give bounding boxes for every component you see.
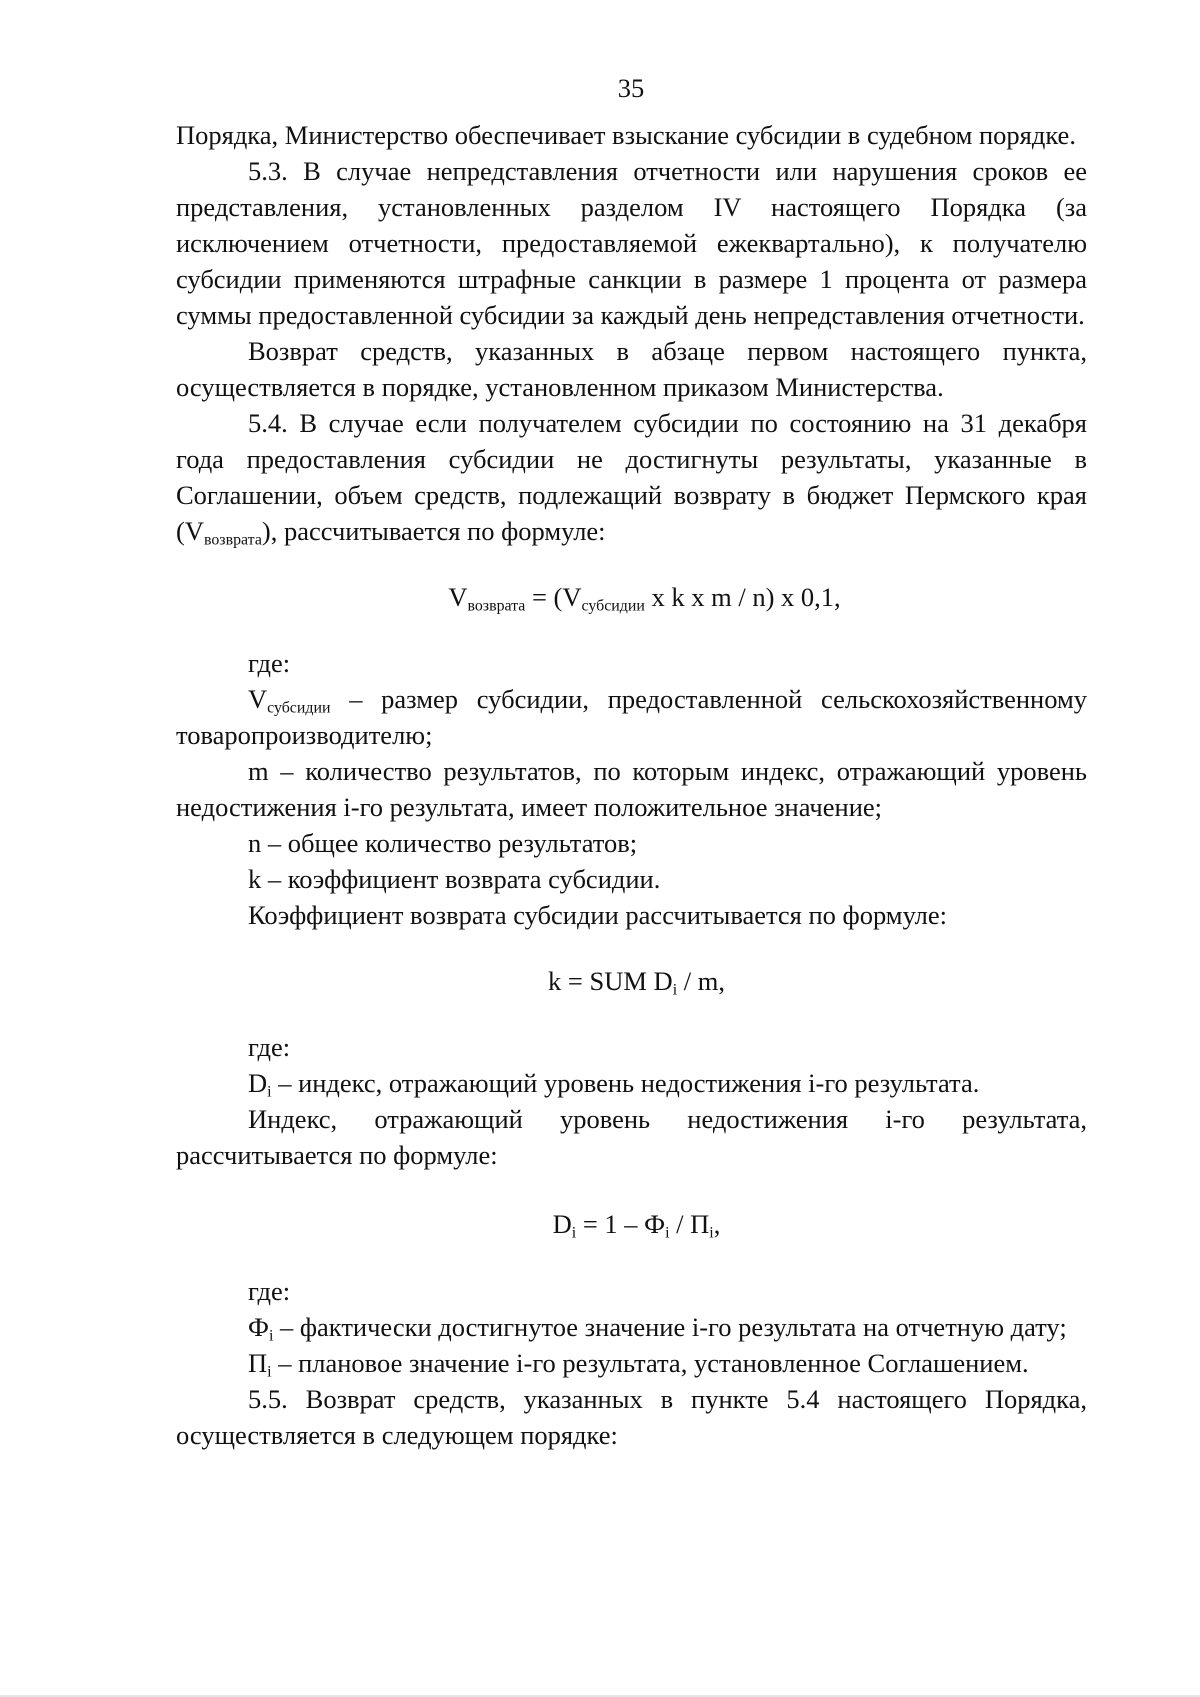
definition-di-sub: i bbox=[267, 1083, 272, 1101]
paragraph-5-3: 5.3. В случае непредставления отчетности или нарушения сроков ее представления, установленных разделом IV настоящего Порядка (за исключением отчетности, предоставляемой ежеквартально), к получателю субсидии применяются штрафные санкции в размере 1 процента от размера суммы предоставленной субсидии за каждый день непредставления отчетности. bbox=[176, 156, 1087, 330]
formula-di-f-sub: i bbox=[665, 1224, 670, 1242]
definition-di-text: – индекс, отражающий уровень недостижения i-го результата. bbox=[271, 1068, 980, 1098]
where-label-1: где: bbox=[248, 648, 291, 678]
definition-v-text: – размер субсидии, предоставленной сельскохозяйственному товаропроизводителю; bbox=[176, 684, 1087, 750]
formula-k-end: / m, bbox=[677, 966, 725, 996]
formula-vs-sub: субсидии bbox=[581, 597, 645, 615]
paragraph-5-5: 5.5. Возврат средств, указанных в пункте 5.4 настоящего Порядка, осуществляется в следующем порядке: bbox=[176, 1384, 1087, 1450]
formula-di-slash: / П bbox=[669, 1209, 710, 1239]
formula-v-symbol: V bbox=[448, 582, 468, 612]
formula-di-d-sub: i bbox=[571, 1224, 577, 1242]
definition-p-text: – плановое значение i-го результата, установленное Соглашением. bbox=[271, 1348, 1029, 1378]
formula-v-sub: возврата bbox=[467, 597, 526, 615]
paragraph-return-funds: Возврат средств, указанных в абзаце первом настоящего пункта, осуществляется в порядке, установленном приказом Министерства. bbox=[176, 336, 1087, 402]
formula-k-sub: i bbox=[672, 981, 678, 999]
definition-f-symbol: Ф bbox=[248, 1312, 269, 1342]
paragraph-continuation: Порядка, Министерство обеспечивает взыскание субсидии в судебном порядке. bbox=[176, 120, 1076, 150]
definition-di bbox=[176, 1065, 1087, 1101]
definition-v-symbol: V bbox=[248, 684, 268, 714]
definition-m: m – количество результатов, по которым индекс, отражающий уровень недостижения i-го результата, имеет положительное значение; bbox=[176, 756, 1087, 822]
coefficient-intro: Коэффициент возврата субсидии рассчитывается по формуле: bbox=[248, 900, 948, 930]
formula-v-rest: x k x m / n) x 0,1, bbox=[644, 582, 841, 612]
definition-p bbox=[176, 1345, 1087, 1381]
paragraph-5-4 bbox=[176, 405, 1087, 549]
formula-k-start: k = SUM D bbox=[548, 966, 673, 996]
index-intro: Индекс, отражающий уровень недостижения i-го результата, рассчитывается по формуле: bbox=[176, 1104, 1087, 1170]
definition-di-symbol: D bbox=[248, 1068, 268, 1098]
formula-di-d: D bbox=[552, 1209, 572, 1239]
formula-di-mid: = 1 – Ф bbox=[576, 1209, 666, 1239]
definition-v-sub: субсидии bbox=[267, 699, 331, 717]
definition-f-sub: i bbox=[268, 1327, 274, 1345]
definition-p-symbol: П bbox=[248, 1348, 268, 1378]
formula-v-eq: = (V bbox=[525, 582, 582, 612]
document-body bbox=[176, 117, 1087, 1453]
formula-k bbox=[176, 963, 1087, 999]
page-number: 35 bbox=[617, 73, 645, 103]
paragraph-5-4-text: 5.4. В случае если получателем субсидии по состоянию на 31 декабря года предоставления субсидии не достигнуты результаты, указанные в Соглашении, объем средств, подлежащий возврату в бюджет Пермского края (V bbox=[176, 408, 1087, 546]
formula-v-return bbox=[176, 579, 1087, 615]
definition-f-text: – фактически достигнутое значение i-го результата на отчетную дату; bbox=[273, 1312, 1067, 1342]
paragraph-5-4-end: ), рассчитывается по формуле: bbox=[261, 516, 606, 546]
where-label-2: где: bbox=[248, 1032, 291, 1062]
definition-n: n – общее количество результатов; bbox=[248, 828, 638, 858]
definition-p-sub: i bbox=[267, 1363, 272, 1381]
definition-f bbox=[176, 1309, 1087, 1345]
paragraph-5-4-subscript: возврата bbox=[203, 531, 262, 549]
formula-di-p-sub: i bbox=[709, 1224, 714, 1242]
definition-k: k – коэффициент возврата субсидии. bbox=[248, 864, 661, 894]
formula-di-end: , bbox=[713, 1209, 721, 1239]
where-label-3: где: bbox=[248, 1276, 291, 1306]
definition-v-subsidy bbox=[176, 681, 1087, 753]
formula-di bbox=[176, 1206, 1087, 1242]
